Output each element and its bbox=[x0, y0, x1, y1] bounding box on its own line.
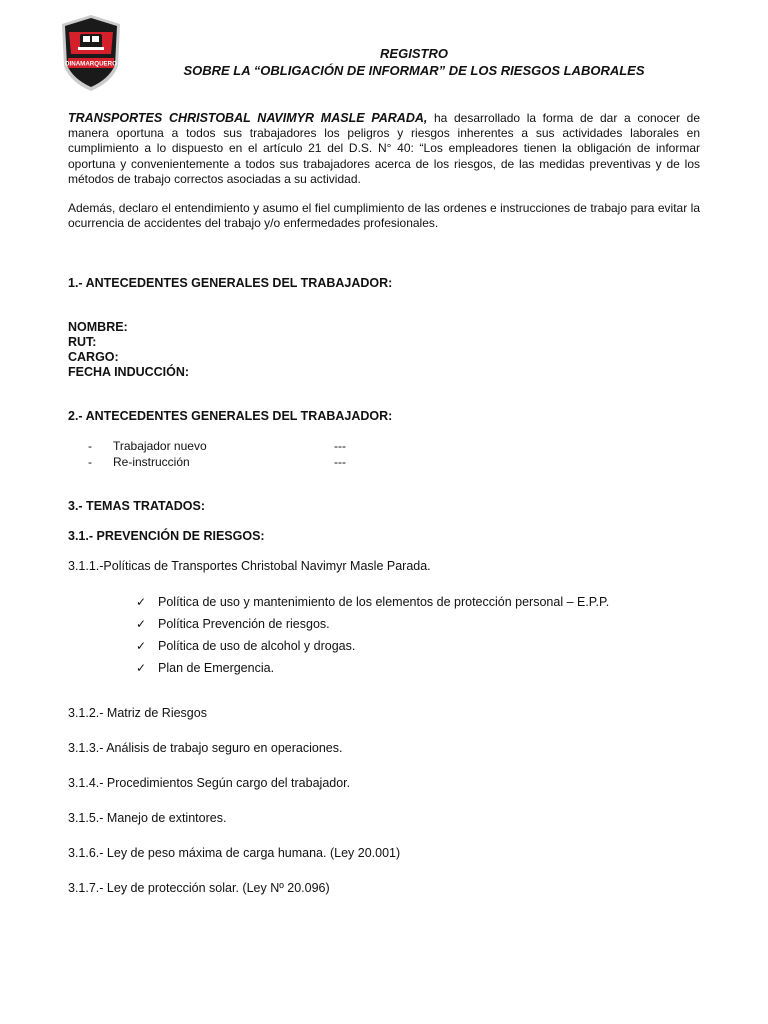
document-title bbox=[130, 45, 698, 79]
checklist-item-label: Política de uso de alcohol y drogas. bbox=[158, 639, 356, 653]
policy-checklist bbox=[136, 594, 609, 682]
checklist-item bbox=[136, 638, 609, 660]
option-label: Trabajador nuevo bbox=[113, 439, 207, 453]
title-line-2: SOBRE LA “OBLIGACIÓN DE INFORMAR” DE LOS RIESGOS LABORALES bbox=[183, 63, 645, 78]
intro-paragraph-1-body: ha desarrollado la forma de dar a conocer de manera oportuna a todos sus trabajadores los peligros y riesgos inherentes a sus actividades laborales en cumplimiento a lo dispuesto en el artículo 21 del D.S. N° 40: “Los empleadores tienen la obligación de informar oportuna y convenientemente a todos sus trabajadores acerca de los riesgos, de las medidas preventivas y de los métodos de trabajo correctos asociadas a su actividad. bbox=[68, 111, 701, 186]
check-icon: ✓ bbox=[136, 595, 147, 609]
section-3-heading: 3.- TEMAS TRATADOS: bbox=[68, 499, 206, 513]
option-dash: - bbox=[88, 455, 92, 469]
checklist-item-label: Plan de Emergencia. bbox=[158, 661, 275, 675]
check-icon: ✓ bbox=[136, 617, 147, 631]
checklist-item bbox=[136, 594, 609, 616]
check-icon: ✓ bbox=[136, 639, 147, 653]
section-2-heading: 2.- ANTECEDENTES GENERALES DEL TRABAJADOR: bbox=[68, 409, 393, 423]
check-icon: ✓ bbox=[136, 661, 147, 675]
checklist-item bbox=[136, 660, 609, 682]
intro-paragraph-2: Además, declaro el entendimiento y asumo el fiel cumplimiento de las ordenes e instrucciones de trabajo para evitar la ocurrencia de accidentes del trabajo y/o enfermedades profesionales. bbox=[68, 201, 700, 231]
checklist-item bbox=[136, 616, 609, 638]
option-trabajador-nuevo bbox=[88, 439, 388, 453]
section-3-1-heading: 3.1.- PREVENCIÓN DE RIESGOS: bbox=[68, 529, 265, 543]
field-rut: RUT: bbox=[68, 335, 97, 349]
item-3-1-1: 3.1.1.-Políticas de Transportes Christobal Navimyr Masle Parada. bbox=[68, 559, 431, 573]
worker-fields bbox=[68, 320, 189, 380]
field-nombre: NOMBRE: bbox=[68, 320, 128, 334]
intro-text bbox=[68, 111, 700, 245]
company-name: TRANSPORTES CHRISTOBAL NAVIMYR MASLE PARADA, bbox=[68, 111, 428, 125]
item-3-1-2: 3.1.2.- Matriz de Riesgos bbox=[68, 706, 207, 720]
title-line-1: REGISTRO bbox=[380, 46, 448, 61]
item-3-1-3: 3.1.3.- Análisis de trabajo seguro en operaciones. bbox=[68, 741, 343, 755]
company-logo bbox=[60, 14, 122, 92]
logo-text: DINAMARQUERO bbox=[65, 60, 117, 68]
item-3-1-6: 3.1.6.- Ley de peso máxima de carga humana. (Ley 20.001) bbox=[68, 846, 401, 860]
option-label: Re-instrucción bbox=[113, 455, 190, 469]
section-1-heading: 1.- ANTECEDENTES GENERALES DEL TRABAJADOR: bbox=[68, 276, 393, 290]
item-3-1-7: 3.1.7.- Ley de protección solar. (Ley Nº 20.096) bbox=[68, 881, 330, 895]
checklist-item-label: Política Prevención de riesgos. bbox=[158, 617, 330, 631]
item-3-1-5: 3.1.5.- Manejo de extintores. bbox=[68, 811, 227, 825]
option-value: --- bbox=[334, 455, 346, 469]
option-re-instruccion bbox=[88, 455, 388, 469]
intro-paragraph-1 bbox=[68, 111, 700, 187]
option-dash: - bbox=[88, 439, 92, 453]
field-cargo: CARGO: bbox=[68, 350, 119, 364]
item-3-1-4: 3.1.4.- Procedimientos Según cargo del trabajador. bbox=[68, 776, 351, 790]
option-value: --- bbox=[334, 439, 346, 453]
field-fecha-induccion: FECHA INDUCCIÓN: bbox=[68, 365, 190, 379]
checklist-item-label: Política de uso y mantenimiento de los elementos de protección personal – E.P.P. bbox=[158, 595, 610, 609]
